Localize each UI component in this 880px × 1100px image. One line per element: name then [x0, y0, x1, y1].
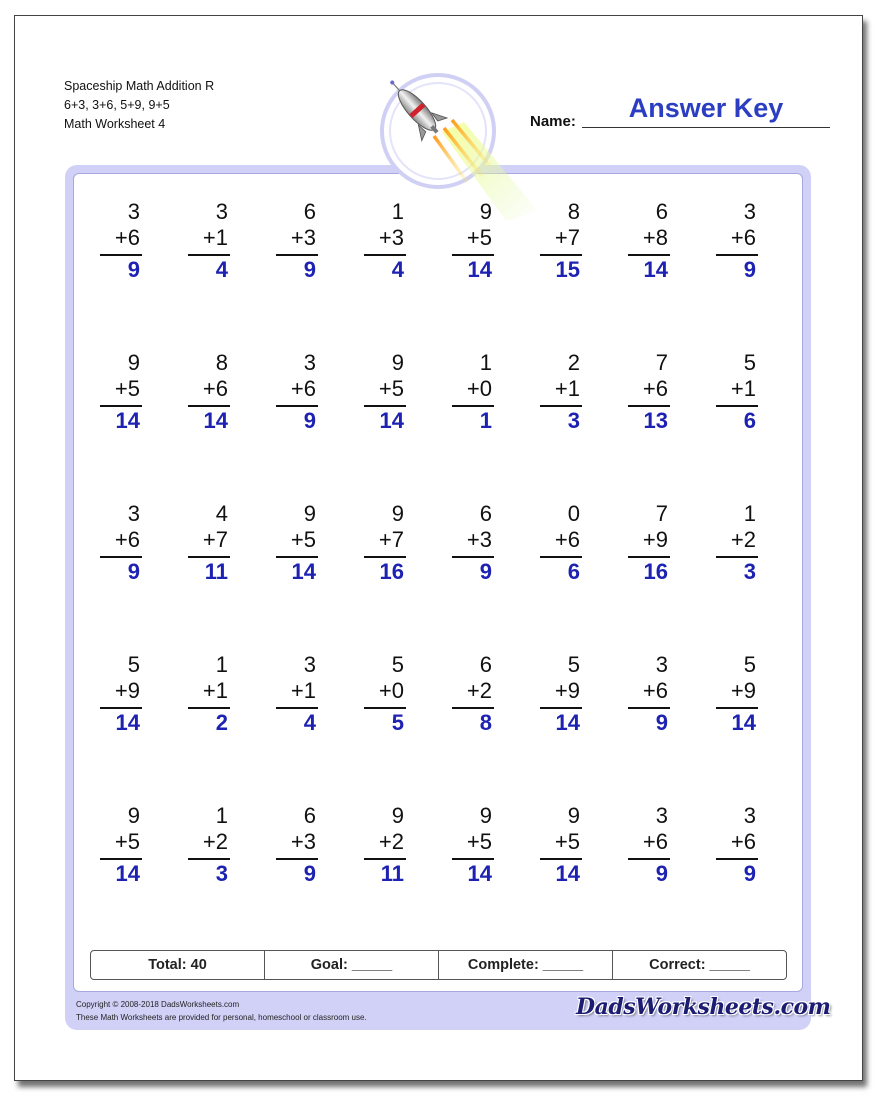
addend-bottom: +3 — [466, 527, 492, 552]
sum-line — [628, 707, 670, 709]
answer: 9 — [655, 710, 668, 735]
sum-line — [188, 858, 230, 860]
sum-line — [364, 858, 406, 860]
answer: 14 — [379, 408, 404, 433]
brand-logo: DadsWorksheets.com — [576, 994, 831, 1020]
answer: 9 — [655, 861, 668, 886]
sum-line — [276, 254, 318, 256]
answer: 5 — [391, 710, 404, 735]
addition-problem — [452, 501, 492, 585]
sum-line — [100, 254, 142, 256]
addend-top: 6 — [655, 199, 668, 224]
addend-bottom: +2 — [202, 829, 228, 854]
addend-top: 3 — [127, 199, 140, 224]
addend-top: 5 — [127, 652, 140, 677]
answer: 9 — [127, 257, 140, 282]
sum-line — [452, 254, 494, 256]
addend-bottom: +3 — [378, 225, 404, 250]
addition-problem — [716, 350, 756, 434]
addend-bottom: +5 — [554, 829, 580, 854]
answer: 14 — [115, 710, 140, 735]
sum-line — [276, 707, 318, 709]
addend-bottom: +1 — [730, 376, 756, 401]
goal-field: Goal: _____ — [264, 951, 438, 979]
addend-top: 6 — [303, 803, 316, 828]
addend-top: 9 — [391, 350, 404, 375]
addition-problem — [628, 501, 668, 585]
sum-line — [364, 405, 406, 407]
sum-line — [100, 707, 142, 709]
addend-bottom: +7 — [202, 527, 228, 552]
answer: 14 — [467, 861, 492, 886]
answer: 3 — [743, 559, 756, 584]
addend-bottom: +3 — [290, 829, 316, 854]
answer: 16 — [379, 559, 404, 584]
answer: 6 — [567, 559, 580, 584]
answer: 4 — [215, 257, 228, 282]
answer: 14 — [203, 408, 228, 433]
addend-top: 1 — [391, 199, 404, 224]
sum-line — [452, 858, 494, 860]
addend-bottom: +7 — [378, 527, 404, 552]
answer: 8 — [479, 710, 492, 735]
addition-problem — [188, 501, 228, 585]
sum-line — [628, 254, 670, 256]
addend-bottom: +5 — [114, 376, 140, 401]
usage-line: These Math Worksheets are provided for personal, homeschool or classroom use. — [76, 1013, 367, 1022]
answer: 3 — [215, 861, 228, 886]
addition-problem — [540, 652, 580, 736]
complete-field: Complete: _____ — [438, 951, 612, 979]
sum-line — [452, 405, 494, 407]
addend-top: 3 — [215, 199, 228, 224]
addend-bottom: +5 — [290, 527, 316, 552]
sum-line — [716, 405, 758, 407]
addend-top: 1 — [743, 501, 756, 526]
addend-top: 9 — [127, 803, 140, 828]
sum-line — [540, 556, 582, 558]
addition-problem — [188, 199, 228, 283]
sum-line — [188, 707, 230, 709]
addend-top: 6 — [479, 501, 492, 526]
sum-line — [100, 858, 142, 860]
answer: 3 — [567, 408, 580, 433]
sum-line — [716, 556, 758, 558]
addition-problem — [364, 803, 404, 887]
addend-top: 3 — [743, 803, 756, 828]
addition-problem — [628, 803, 668, 887]
addend-bottom: +5 — [466, 829, 492, 854]
addend-bottom: +5 — [378, 376, 404, 401]
addend-bottom: +1 — [202, 225, 228, 250]
addend-top: 2 — [567, 350, 580, 375]
addition-problem — [276, 501, 316, 585]
addend-top: 9 — [479, 803, 492, 828]
addition-problem — [628, 199, 668, 283]
addend-top: 4 — [215, 501, 228, 526]
addition-problem — [628, 350, 668, 434]
correct-field: Correct: _____ — [612, 951, 786, 979]
sum-line — [100, 405, 142, 407]
addition-problem — [540, 803, 580, 887]
addition-problem — [100, 350, 140, 434]
addend-top: 9 — [127, 350, 140, 375]
answer: 14 — [731, 710, 756, 735]
problems-panel — [73, 173, 803, 992]
addition-problem — [188, 350, 228, 434]
addend-top: 3 — [655, 652, 668, 677]
sum-line — [628, 405, 670, 407]
sum-line — [716, 707, 758, 709]
addition-problem — [364, 652, 404, 736]
addend-bottom: +6 — [114, 225, 140, 250]
addition-problem — [188, 803, 228, 887]
name-label: Name: — [530, 113, 576, 130]
addition-problem — [452, 803, 492, 887]
answer: 14 — [115, 861, 140, 886]
sum-line — [188, 405, 230, 407]
addend-bottom: +2 — [378, 829, 404, 854]
worksheet-subtitle: Math Worksheet 4 — [64, 117, 166, 131]
addition-problem — [716, 652, 756, 736]
answer: 13 — [643, 408, 668, 433]
answer: 6 — [743, 408, 756, 433]
addend-bottom: +7 — [554, 225, 580, 250]
answer: 14 — [555, 861, 580, 886]
addend-bottom: +9 — [554, 678, 580, 703]
addend-top: 3 — [743, 199, 756, 224]
addend-top: 5 — [391, 652, 404, 677]
addend-top: 1 — [215, 803, 228, 828]
sum-line — [540, 254, 582, 256]
addend-top: 6 — [303, 199, 316, 224]
sum-line — [716, 254, 758, 256]
sum-line — [452, 556, 494, 558]
answer: 14 — [643, 257, 668, 282]
addend-top: 1 — [479, 350, 492, 375]
addition-problem — [276, 350, 316, 434]
total-count: Total: 40 — [148, 957, 207, 973]
addend-bottom: +6 — [202, 376, 228, 401]
sum-line — [276, 556, 318, 558]
answer-key-label: Answer Key — [628, 93, 784, 123]
addend-bottom: +2 — [466, 678, 492, 703]
addition-problem — [540, 350, 580, 434]
addition-problem — [364, 501, 404, 585]
sum-line — [540, 707, 582, 709]
answer: 11 — [204, 559, 228, 584]
addition-problem — [100, 199, 140, 283]
worksheet-info — [64, 77, 214, 134]
addend-top: 5 — [743, 652, 756, 677]
addend-top: 5 — [567, 652, 580, 677]
addend-bottom: +9 — [642, 527, 668, 552]
addend-bottom: +5 — [466, 225, 492, 250]
addition-problem — [540, 501, 580, 585]
addition-problem — [716, 501, 756, 585]
addition-problem — [716, 803, 756, 887]
addend-top: 0 — [567, 501, 580, 526]
addition-problem — [100, 803, 140, 887]
addend-bottom: +0 — [378, 678, 404, 703]
addend-bottom: +1 — [290, 678, 316, 703]
answer: 14 — [555, 710, 580, 735]
answer: 16 — [643, 559, 668, 584]
addition-problem — [540, 199, 580, 283]
addend-bottom: +6 — [730, 225, 756, 250]
addend-top: 7 — [655, 350, 668, 375]
sum-line — [628, 858, 670, 860]
score-box — [90, 950, 787, 980]
addition-problem — [188, 652, 228, 736]
answer: 9 — [743, 861, 756, 886]
sum-line — [276, 858, 318, 860]
sum-line — [452, 707, 494, 709]
answer: 4 — [303, 710, 316, 735]
addend-bottom: +6 — [642, 376, 668, 401]
addition-problem — [628, 652, 668, 736]
addend-bottom: +0 — [466, 376, 492, 401]
addend-bottom: +5 — [114, 829, 140, 854]
answer: 14 — [291, 559, 316, 584]
addend-top: 8 — [567, 199, 580, 224]
answer: 11 — [380, 861, 404, 886]
addend-top: 5 — [743, 350, 756, 375]
answer: 9 — [303, 861, 316, 886]
sum-line — [716, 858, 758, 860]
addend-bottom: +9 — [730, 678, 756, 703]
copyright-notice — [76, 998, 367, 1024]
addend-bottom: +9 — [114, 678, 140, 703]
copyright-line: Copyright © 2008-2018 DadsWorksheets.com — [76, 1000, 240, 1009]
addition-problem — [276, 652, 316, 736]
sum-line — [364, 556, 406, 558]
addend-top: 9 — [567, 803, 580, 828]
addend-top: 7 — [655, 501, 668, 526]
problems-frame — [65, 165, 811, 1030]
answer: 1 — [479, 408, 492, 433]
worksheet-facts: 6+3, 3+6, 5+9, 9+5 — [64, 98, 170, 112]
addition-problem — [452, 350, 492, 434]
answer: 15 — [555, 257, 580, 282]
name-field — [530, 93, 832, 129]
worksheet-title: Spaceship Math Addition R — [64, 79, 215, 93]
addend-top: 3 — [127, 501, 140, 526]
sum-line — [276, 405, 318, 407]
sum-line — [364, 707, 406, 709]
addend-bottom: +6 — [554, 527, 580, 552]
addend-top: 9 — [303, 501, 316, 526]
addition-problem — [100, 501, 140, 585]
addend-top: 9 — [391, 803, 404, 828]
name-underline — [582, 127, 830, 128]
rocket-icon — [372, 70, 542, 220]
addend-bottom: +6 — [642, 829, 668, 854]
sum-line — [188, 254, 230, 256]
answer: 9 — [479, 559, 492, 584]
addend-bottom: +6 — [114, 527, 140, 552]
addend-bottom: +1 — [202, 678, 228, 703]
addend-bottom: +1 — [554, 376, 580, 401]
addend-top: 9 — [391, 501, 404, 526]
answer: 14 — [467, 257, 492, 282]
addend-top: 9 — [479, 199, 492, 224]
answer: 4 — [391, 257, 404, 282]
addend-bottom: +8 — [642, 225, 668, 250]
addend-top: 3 — [303, 350, 316, 375]
addition-problem — [364, 350, 404, 434]
sum-line — [100, 556, 142, 558]
sum-line — [540, 858, 582, 860]
sum-line — [628, 556, 670, 558]
answer: 9 — [303, 257, 316, 282]
sum-line — [188, 556, 230, 558]
addend-top: 3 — [303, 652, 316, 677]
addend-top: 3 — [655, 803, 668, 828]
answer: 9 — [127, 559, 140, 584]
addend-bottom: +6 — [290, 376, 316, 401]
addend-top: 8 — [215, 350, 228, 375]
sum-line — [364, 254, 406, 256]
addition-problem — [276, 199, 316, 283]
answer: 9 — [303, 408, 316, 433]
addition-problem — [716, 199, 756, 283]
addend-top: 6 — [479, 652, 492, 677]
addend-bottom: +6 — [642, 678, 668, 703]
answer: 2 — [215, 710, 228, 735]
addend-bottom: +3 — [290, 225, 316, 250]
addend-bottom: +2 — [730, 527, 756, 552]
addend-top: 1 — [215, 652, 228, 677]
addition-problem — [452, 652, 492, 736]
addition-problem — [276, 803, 316, 887]
addend-bottom: +6 — [730, 829, 756, 854]
sum-line — [540, 405, 582, 407]
answer: 14 — [115, 408, 140, 433]
answer: 9 — [743, 257, 756, 282]
addition-problem — [100, 652, 140, 736]
